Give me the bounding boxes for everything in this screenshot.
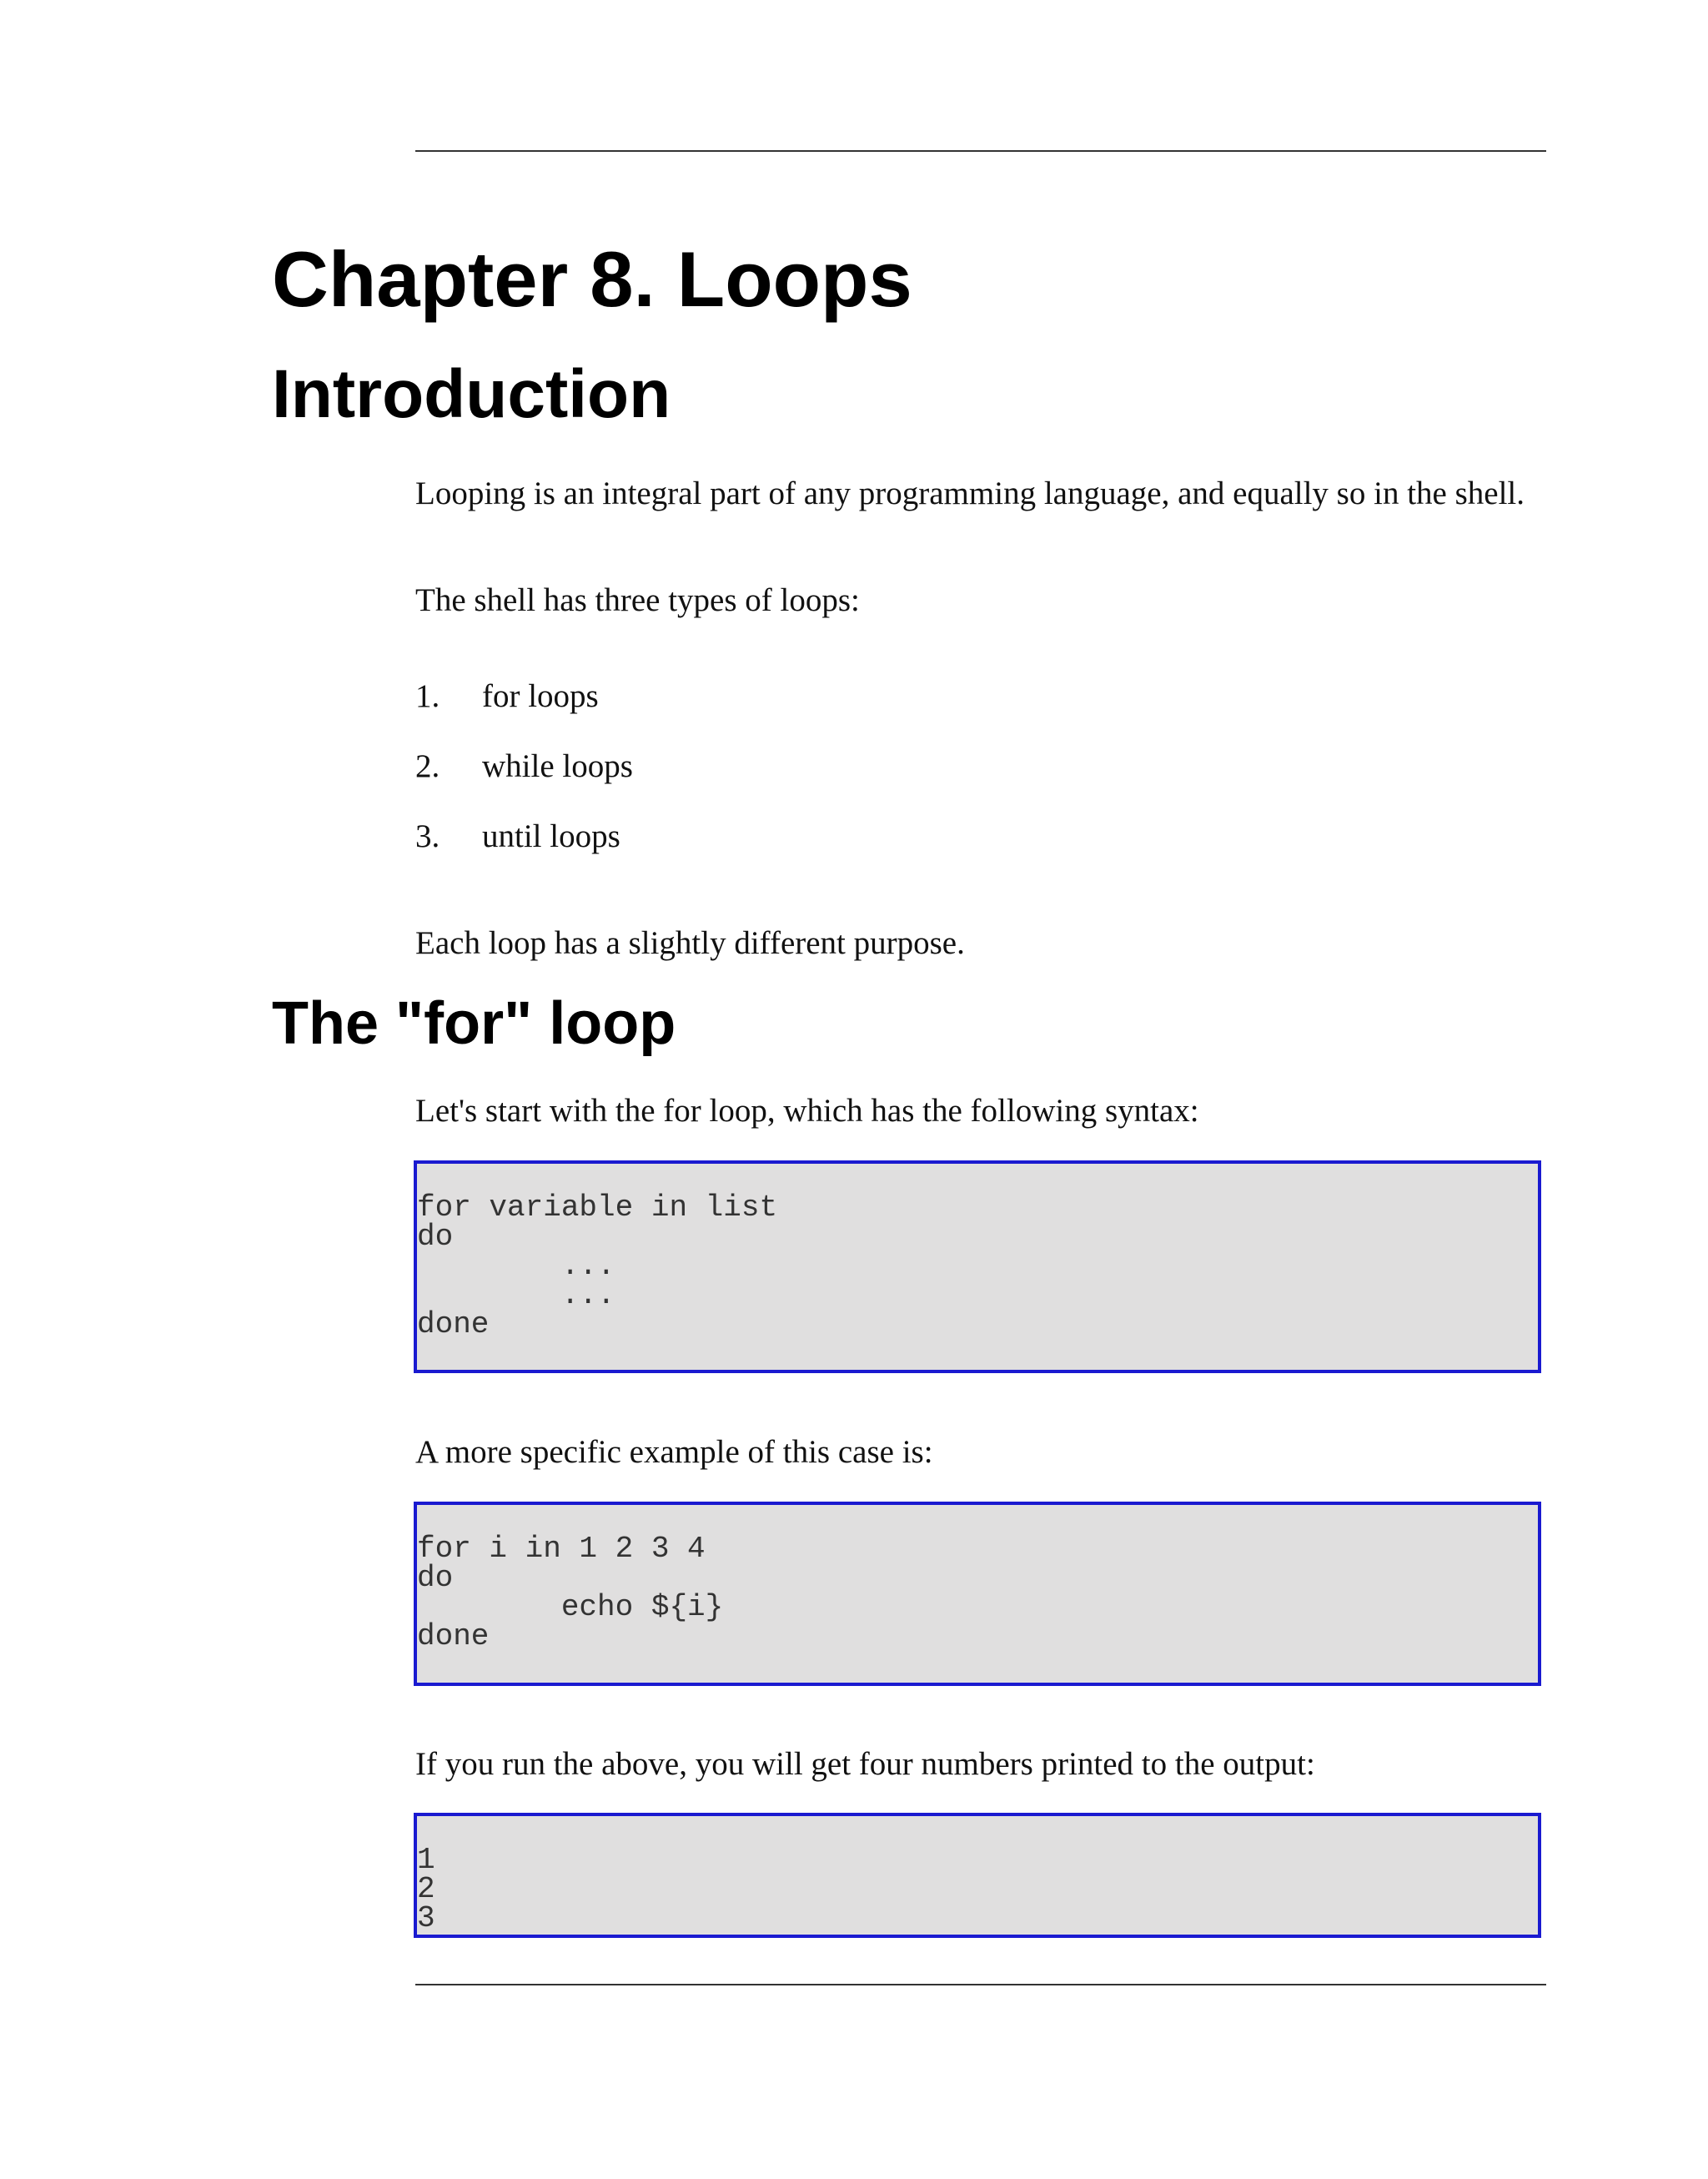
code-text: for variable in list do ... ... done bbox=[417, 1190, 778, 1341]
example-intro: A more specific example of this case is: bbox=[415, 1434, 933, 1470]
section-heading-for-loop: The "for" loop bbox=[272, 990, 676, 1057]
footer-rule bbox=[415, 1984, 1546, 1985]
code-block-syntax bbox=[414, 1160, 1541, 1373]
list-item-number: 2. bbox=[415, 748, 440, 784]
code-text: 1 2 3 bbox=[417, 1843, 435, 1935]
output-intro: If you run the above, you will get four numbers printed to the output: bbox=[415, 1746, 1315, 1782]
list-item-text: while loops bbox=[482, 748, 633, 784]
list-item-text: until loops bbox=[482, 818, 620, 854]
code-text: for i in 1 2 3 4 do echo ${i} done bbox=[417, 1532, 724, 1653]
list-item-text: for loops bbox=[482, 678, 599, 714]
code-block-output bbox=[414, 1813, 1541, 1938]
loop-purpose-paragraph: Each loop has a slightly different purpose. bbox=[415, 925, 965, 961]
list-item-number: 3. bbox=[415, 818, 440, 854]
intro-paragraph: Looping is an integral part of any programming language, and equally so in the shell. bbox=[415, 476, 1525, 511]
for-syntax-intro: Let's start with the for loop, which has the following syntax: bbox=[415, 1093, 1199, 1129]
header-rule bbox=[415, 150, 1546, 152]
loop-types-intro: The shell has three types of loops: bbox=[415, 582, 860, 618]
list-item-number: 1. bbox=[415, 678, 440, 714]
code-block-example bbox=[414, 1502, 1541, 1686]
chapter-title: Chapter 8. Loops bbox=[272, 235, 912, 323]
section-heading-introduction: Introduction bbox=[272, 356, 671, 432]
